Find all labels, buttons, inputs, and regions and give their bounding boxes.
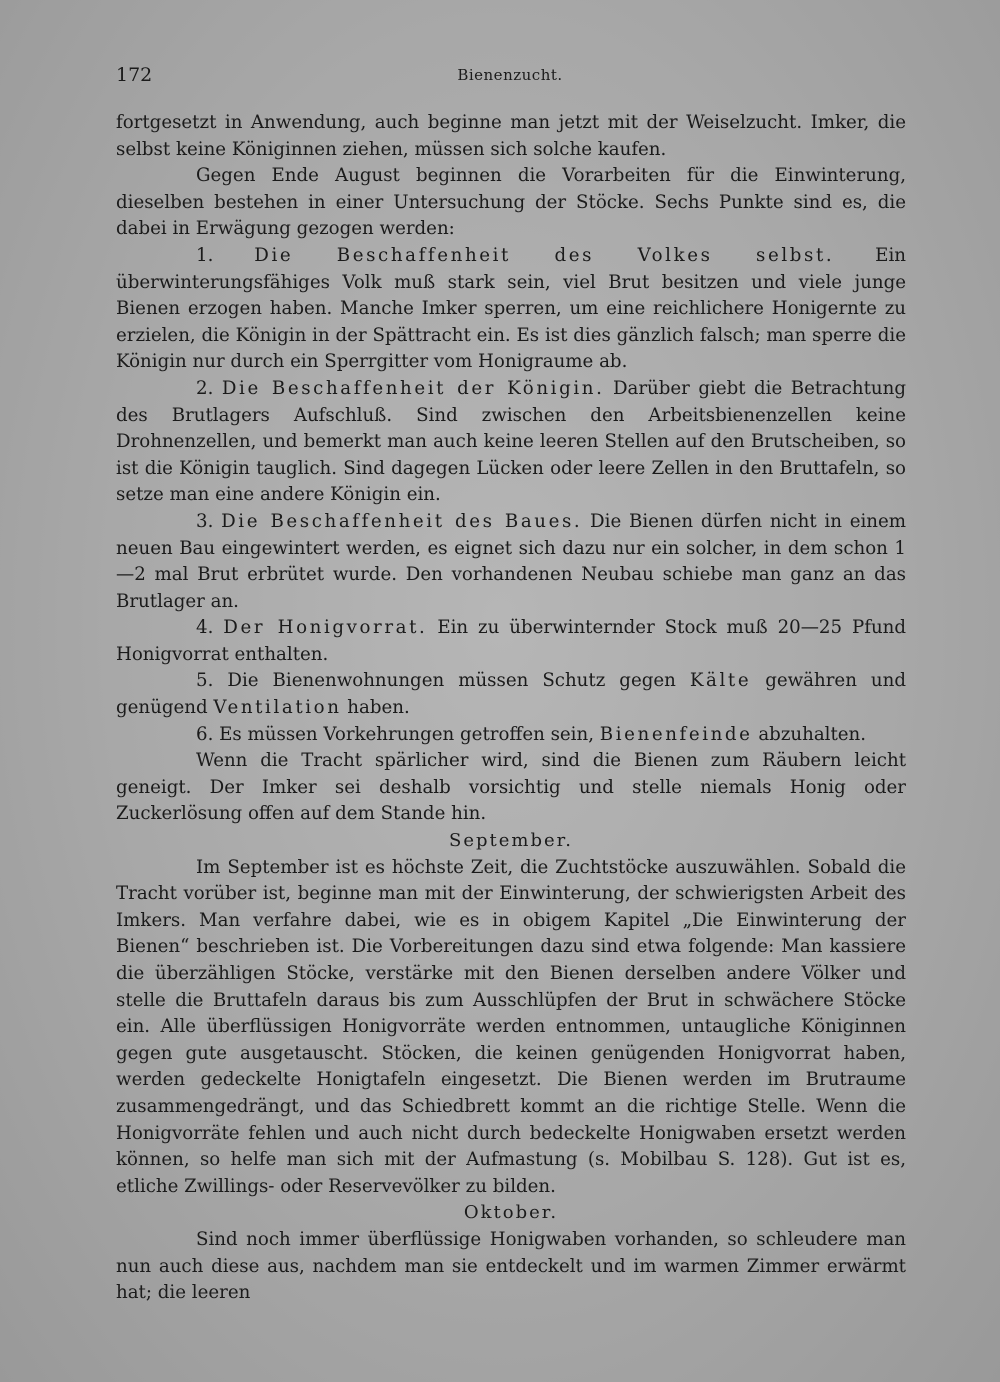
list-item-5-emphasis-kaelte: Kälte [689, 670, 752, 692]
paragraph-august: Gegen Ende August beginnen die Vorarbeiten für die Einwinterung, dieselben bestehen in einer Untersuchung der Stöcke. Sechs Punkte sind es, die dabei in Erwägung gezogen werden: [116, 165, 906, 240]
list-item-1 [116, 243, 906, 376]
list-item-3 [116, 509, 906, 615]
list-item-1-text: Ein überwinterungsfähiges Volk muß stark sein, viel Brut besitzen und viele junge Bienen erzogen haben. Manche Imker sperren, um eine reichlichere Honigernte zu erzielen, die Königin in der Spättracht ein. Es ist dies gänzlich falsch; man sperre die Königin nur durch ein Sperrgitter vom Honigraume ab. [116, 244, 906, 373]
list-item-6-lead: 6. Es müssen Vorkehrungen getroffen sein, [196, 723, 600, 745]
paragraph-september: Im September ist es höchste Zeit, die Zuchtstöcke auszuwählen. Sobald die Tracht vorüber ist, beginne man mit der Einwinterung, der schwierigsten Arbeit des Imkers. Man verfahre dabei, wie es in obigem Kapitel „Die Einwinterung der Bienen“ beschrieben ist. Die Vorbereitungen dazu sind etwa folgende: Man kassiere die überzähligen Stöcke, verstärke mit den Bienen derselben andere Völker und stelle die Bruttafeln daraus bis zum Ausschlüpfen der Brut in schwächere Stöcke ein. Alle überflüssigen Honigvorräte werden entnommen, untaugliche Königinnen gegen gute ausgetauscht. Stöcken, die keinen genügenden Honigvorrat haben, werden gedeckelte Honigtafeln eingesetzt. Die Bienen werden im Brutraume zusammengedrängt, und das Schiedbrett kommt an die richtige Stelle. Wenn die Honigvorräte fehlen und auch nicht durch bedeckelte Honigwaben ersetzt werden können, so helfe man sich mit der Aufmastung (s. Mobilbau S. 128). Gut ist es, etliche Zwillings- oder Reservevölker zu bilden. [116, 856, 906, 1197]
list-item-4 [116, 615, 906, 668]
body-text [116, 110, 906, 1307]
list-item-3-text: Die Bienen dürfen nicht in einem neuen Bau eingewintert werden, es eignet sich dazu nur ein solcher, in dem schon 1—2 mal Brut erbrütet wurde. Den vorhandenen Neubau schiebe man ganz an das Brutlager an. [116, 510, 906, 612]
list-item-6 [116, 722, 906, 749]
list-item-6-end: abzuhalten. [752, 723, 867, 745]
section-heading-oktober: Oktober. [463, 1202, 559, 1224]
list-item-2-number: 2. [196, 377, 222, 399]
list-item-5-mid: gewähren und genügend [116, 670, 906, 719]
list-item-2-emphasis: Die Beschaffenheit der Königin. [221, 377, 605, 399]
list-item-3-emphasis: Die Beschaffenheit des Baues. [221, 510, 583, 532]
paragraph-intro: fortgesetzt in Anwendung, auch beginne man jetzt mit der Weiselzucht. Imker, die selbst keine Königinnen ziehen, müssen sich solche kaufen. [116, 112, 906, 160]
running-title: Bienenzucht. [457, 66, 563, 84]
page-header [116, 64, 904, 90]
list-item-4-emphasis: Der Honigvorrat. [223, 617, 428, 639]
list-item-5-emphasis-ventilation: Ventilation [213, 697, 342, 719]
list-item-5-end: haben. [341, 697, 410, 719]
paragraph-tracht: Wenn die Tracht spärlicher wird, sind die Bienen zum Räubern leicht geneigt. Der Imker sei deshalb vorsichtig und stelle niemals Honig oder Zuckerlösung offen auf dem Stande hin. [116, 750, 906, 825]
list-item-3-number: 3. [196, 510, 222, 532]
paragraph-oktober: Sind noch immer überflüssige Honigwaben vorhanden, so schleudere man nun auch diese aus, nachdem man sie entdeckelt und im warmen Zimmer erwärmt hat; die leeren [116, 1228, 906, 1304]
list-item-1-number: 1. [196, 244, 255, 266]
list-item-2-text: Darüber giebt die Betrachtung des Brutlagers Aufschluß. Sind zwischen den Arbeitsbienenzellen keine Drohnenzellen, und bemerkt man auch keine leeren Stellen auf den Brutscheiben, so ist die Königin tauglich. Sind dagegen Lücken oder leere Zellen in den Bruttafeln, so setze man eine andere Königin ein. [116, 377, 906, 506]
list-item-2 [116, 376, 906, 509]
list-item-5 [116, 668, 906, 721]
list-item-1-emphasis: Die Beschaffenheit des Volkes selbst. [254, 244, 835, 266]
list-item-5-lead: 5. Die Bienenwohnungen müssen Schutz gegen [196, 670, 690, 692]
list-item-4-text: Ein zu überwinternder Stock muß 20—25 Pfund Honigvorrat enthalten. [116, 617, 907, 665]
list-item-4-number: 4. [196, 617, 224, 639]
list-item-6-emphasis: Bienenfeinde [599, 723, 753, 745]
page-number: 172 [116, 64, 153, 86]
section-heading-september: September. [449, 830, 573, 852]
